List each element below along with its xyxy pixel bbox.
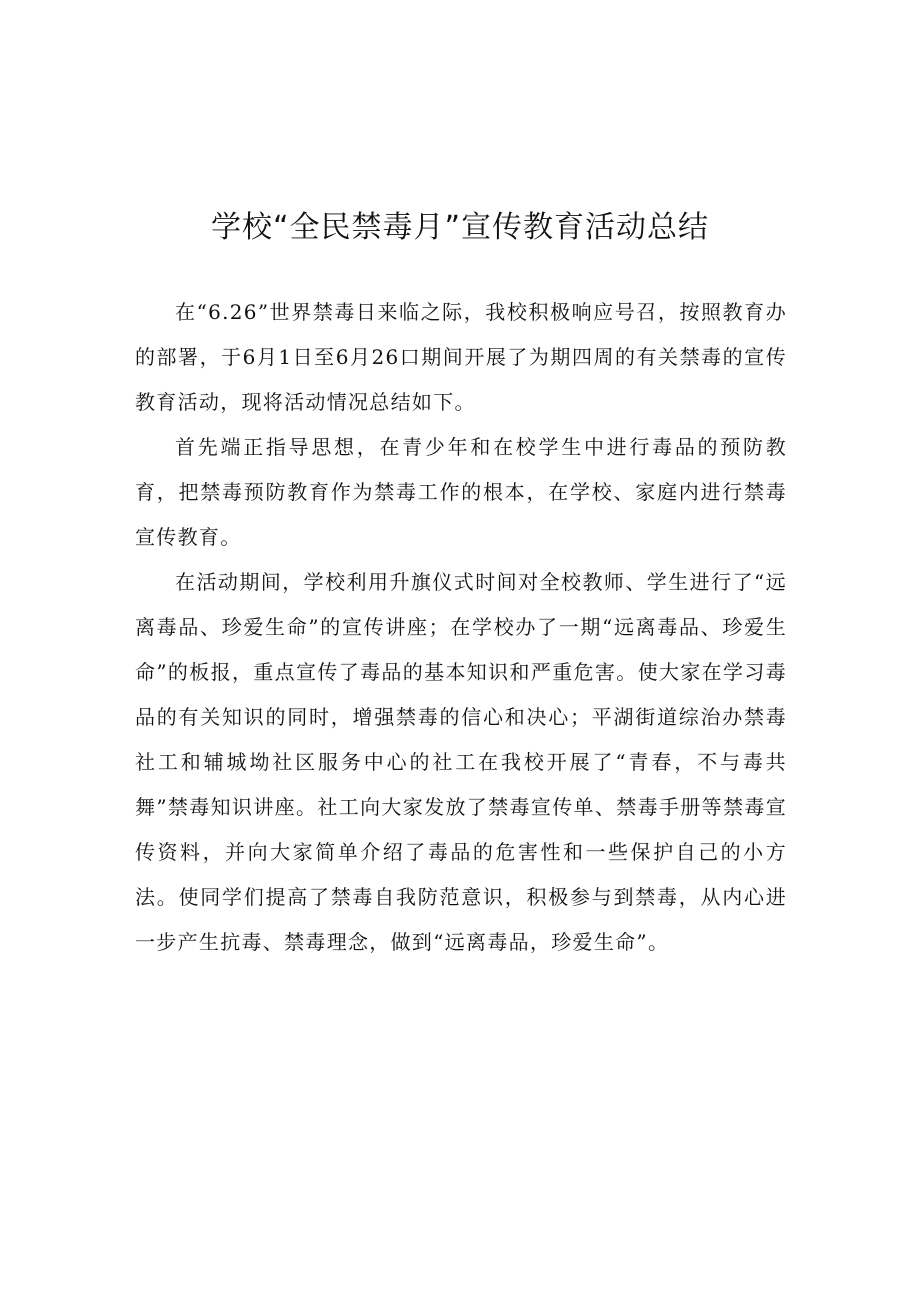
paragraph-intro: 在“6.26”世界禁毒日来临之际，我校积极响应号召，按照教育办的部署，于6月1日至6月26口期间开展了为期四周的有关禁毒的宣传教育活动，现将活动情况总结如下。 xyxy=(135,300,787,414)
document-body xyxy=(135,290,787,965)
paragraph-activities: 在活动期间，学校利用升旗仪式时间对全校教师、学生进行了“远离毒品、珍爱生命”的宣传讲座；在学校办了一期“远离毒品、珍爱生命”的板报，重点宣传了毒品的基本知识和严重危害。使大家在学习毒品的有关知识的同时，增强禁毒的信心和决心；平湖街道综治办禁毒社工和辅城坳社区服务中心的社工在我校开展了“青春，不与毒共舞”禁毒知识讲座。社工向大家发放了禁毒宣传单、禁毒手册等禁毒宣传资料，并向大家简单介绍了毒品的危害性和一些保护自己的小方法。使同学们提高了禁毒自我防范意识，积极参与到禁毒，从内心进一步产生抗毒、禁毒理念，做到“远离毒品，珍爱生命”。 xyxy=(135,570,787,954)
document-title: 学校“全民禁毒月”宣传教育活动总结 xyxy=(210,210,710,245)
paragraph-guiding-idea: 首先端正指导思想，在青少年和在校学生中进行毒品的预防教育，把禁毒预防教育作为禁毒工作的根本，在学校、家庭内进行禁毒宣传教育。 xyxy=(135,435,787,549)
